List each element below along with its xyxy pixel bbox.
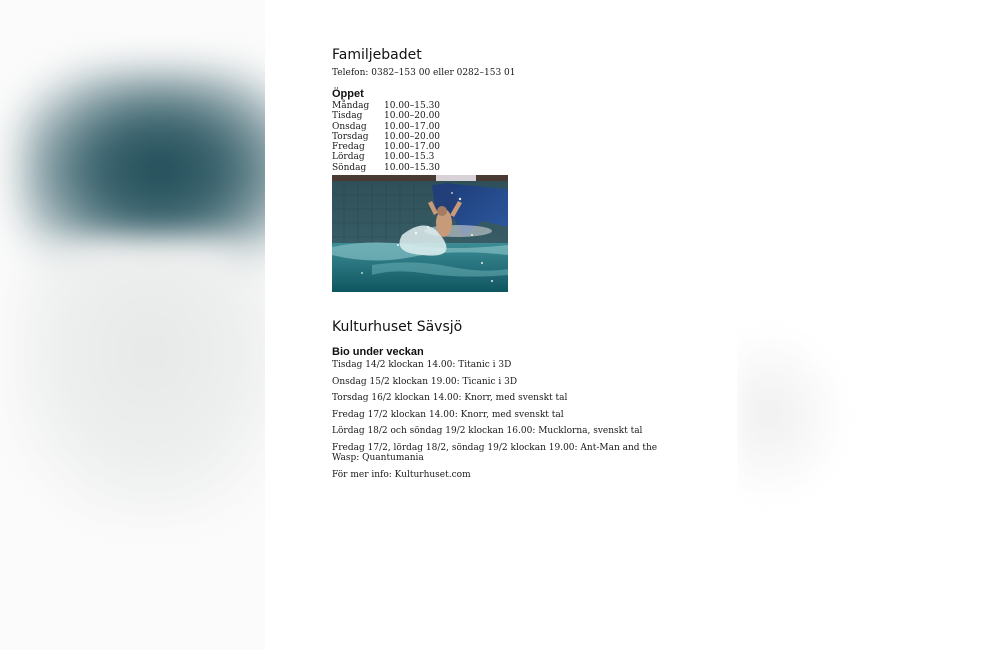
familjebadet-phone: Telefon: 0382–153 00 eller 0282–153 01 <box>332 68 516 78</box>
hours-row <box>332 163 672 173</box>
hours-day: Lördag <box>332 152 365 163</box>
event-item: Torsdag 16/2 klockan 14.00: Knorr, med svenskt tal <box>332 393 568 404</box>
hours-time: 10.00–20.00 <box>384 111 441 122</box>
kulturhuset-section <box>332 318 672 480</box>
kulturhuset-title: Kulturhuset Sävsjö <box>332 319 463 336</box>
hours-time: 10.00–17.00 <box>384 142 441 153</box>
hours-row <box>332 101 672 111</box>
blurred-background-left <box>0 0 265 650</box>
water-slide-photo <box>332 175 508 292</box>
hours-row <box>332 122 672 132</box>
hours-heading: Öppet <box>332 88 364 100</box>
hours-time: 10.00–17.00 <box>384 121 441 132</box>
opening-hours-list <box>332 101 672 173</box>
event-item: Onsdag 15/2 klockan 19.00: Ticanic i 3D <box>332 376 518 387</box>
hours-day: Söndag <box>332 162 367 173</box>
event-item: Tisdag 14/2 klockan 14.00: Titanic i 3D <box>332 360 512 371</box>
event-item: Fredag 17/2, lördag 18/2, söndag 19/2 klockan 19.00: Ant-Man and the Wasp: Quantumania <box>332 443 658 464</box>
hours-day: Fredag <box>332 142 365 153</box>
event-item: Fredag 17/2 klockan 14.00: Knorr, med svenskt tal <box>332 409 564 420</box>
bio-heading: Bio under veckan <box>332 346 424 359</box>
familjebadet-title: Familjebadet <box>332 47 422 63</box>
hours-time: 10.00–20.00 <box>384 131 441 142</box>
blurred-shape-grey <box>10 240 265 520</box>
hours-time: 10.00–15.30 <box>384 101 441 111</box>
event-list <box>332 360 672 480</box>
hours-row <box>332 132 672 142</box>
hours-day: Onsdag <box>332 121 367 132</box>
hours-time: 10.00–15.30 <box>384 162 441 173</box>
document-content <box>332 46 672 486</box>
hours-row <box>332 111 672 121</box>
event-item: Lördag 18/2 och söndag 19/2 klockan 16.00: Mucklorna, svenskt tal <box>332 426 643 437</box>
hours-time: 10.00–15.3 <box>384 152 435 163</box>
more-info-link: För mer info: Kulturhuset.com <box>332 469 471 480</box>
hours-day: Tisdag <box>332 111 363 122</box>
hours-row <box>332 142 672 152</box>
hours-day: Måndag <box>332 101 370 111</box>
hours-row <box>332 152 672 162</box>
document-page <box>265 0 737 650</box>
hours-day: Torsdag <box>332 131 369 142</box>
blurred-background-right <box>736 330 846 500</box>
